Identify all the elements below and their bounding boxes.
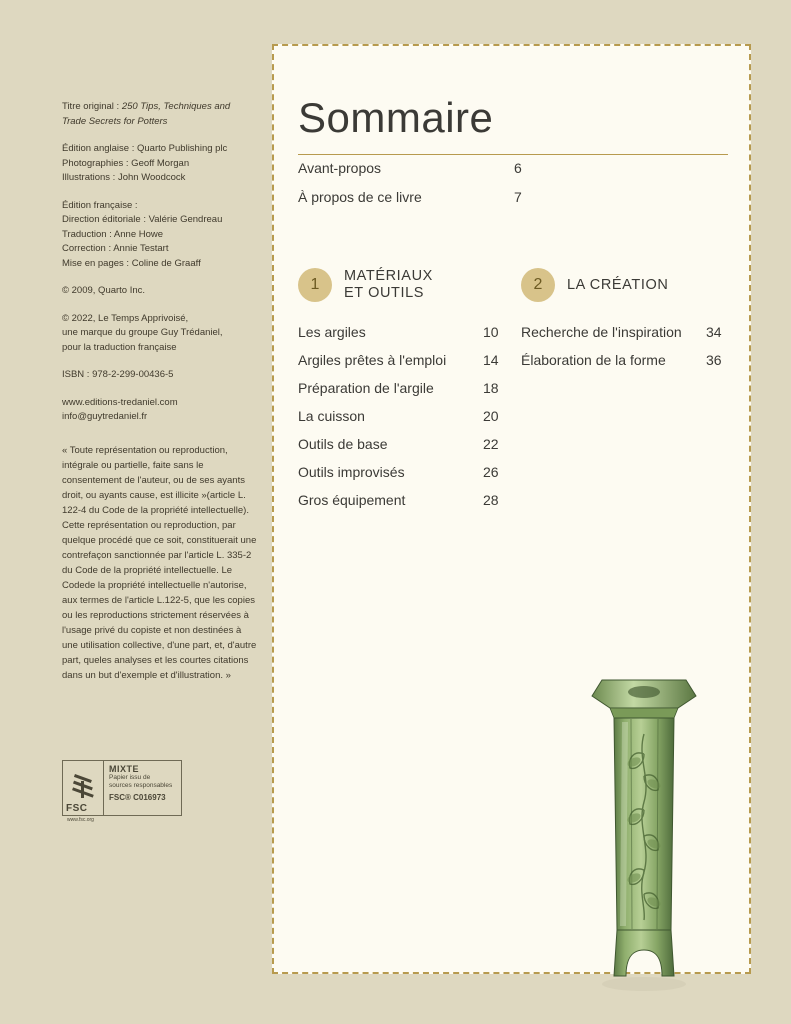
toc-entry-label: À propos de ce livre — [298, 189, 422, 205]
section-number-badge: 2 — [521, 268, 555, 302]
section-title — [344, 268, 433, 302]
toc-entry-label: Outils de base — [298, 436, 388, 452]
colophon-line: une marque du groupe Guy Trédaniel, — [62, 327, 223, 338]
toc-entry-label: Élaboration de la forme — [521, 352, 666, 368]
colophon-column — [62, 100, 257, 683]
fsc-description-line1: Papier issu de — [109, 774, 151, 781]
colophon-line: Titre original : 250 Tips, Techniques and — [62, 101, 231, 112]
toc-entry-page: 34 — [706, 324, 722, 340]
toc-entry-label: Outils improvisés — [298, 464, 405, 480]
colophon-block-french-edition — [62, 199, 257, 272]
section-toc-list — [521, 324, 736, 368]
publisher-website[interactable]: www.editions-tredaniel.com — [62, 396, 178, 408]
colophon-block-copyright-original — [62, 284, 257, 299]
toc-entry[interactable] — [298, 464, 513, 480]
toc-entry-label: Préparation de l'argile — [298, 380, 434, 396]
section-la-creation — [521, 268, 736, 380]
colophon-line: Traduction : Anne Howe — [62, 228, 164, 240]
toc-entry-page: 36 — [706, 352, 722, 368]
colophon-line: Édition française : — [62, 199, 138, 211]
section-number-badge: 1 — [298, 268, 332, 302]
toc-entry[interactable] — [298, 324, 513, 340]
colophon-block-copyright-french — [62, 312, 257, 356]
toc-entry-page: 28 — [483, 492, 499, 508]
colophon-line: Trade Secrets for Potters — [62, 115, 168, 127]
toc-entry-page: 26 — [483, 464, 499, 480]
toc-entry-page: 7 — [514, 189, 522, 205]
fsc-text — [104, 761, 181, 815]
publisher-email[interactable]: info@guytredaniel.fr — [62, 411, 148, 422]
toc-entry-label: Avant-propos — [298, 160, 382, 176]
fsc-code: FSC® C016973 — [109, 793, 166, 802]
colophon-line: Mise en pages : Coline de Graaff — [62, 257, 201, 269]
colophon-line: Correction : Annie Testart — [62, 243, 169, 254]
colophon-line: Édition anglaise : Quarto Publishing plc — [62, 143, 228, 154]
section-title-line2: ET OUTILS — [344, 285, 425, 301]
toc-entry-label: Recherche de l'inspiration — [521, 324, 682, 340]
colophon-block-isbn — [62, 368, 257, 383]
page-title: Sommaire — [298, 94, 494, 141]
toc-entry-label: Gros équipement — [298, 492, 406, 508]
toc-entry[interactable] — [298, 189, 548, 205]
colophon-line: pour la traduction française — [62, 341, 177, 353]
section-materiaux-et-outils — [298, 268, 513, 520]
tree-icon — [70, 771, 96, 805]
colophon-block-contact — [62, 396, 257, 425]
toc-entry[interactable] — [298, 408, 513, 424]
section-title-line1: MATÉRIAUX — [344, 268, 433, 284]
toc-entry-label: La cuisson — [298, 408, 365, 424]
toc-entry[interactable] — [298, 352, 513, 368]
fsc-tree-icon — [63, 761, 104, 815]
legal-notice: « Toute représentation ou reproduction, intégrale ou partielle, faite sans le consentement de l'auteur, ou de ses ayants droit, ou ayants cause, est illicite »(article L. 122-4 du Code de la propriété intellectuelle). Cette représentation ou reproduction, par quelque procédé que ce soit, constituerait une contrefaçon sanctionnée par l'article L. 335-2 du Code de la propriété intellectuelle. Le Codede la propriété intellectuelle n'autorise, aux termes de l'article L.122-5, que les copies ou les reproductions strictement réservées à l'usage privé du copiste et non destinées à une utilisation collective, d'une part, et, d'autre part, queles analyses et les courtes citations dans un but d'exemple et d'illustration. » — [62, 444, 257, 681]
colophon-line: Photographies : Geoff Morgan — [62, 157, 190, 169]
toc-entry-label: Les argiles — [298, 324, 366, 340]
colophon-block-english-edition — [62, 142, 257, 186]
toc-entry-page: 10 — [483, 324, 499, 340]
fsc-abbr: FSC — [66, 803, 88, 814]
toc-entry[interactable] — [298, 492, 513, 508]
fsc-mixte-label: MIXTE — [109, 764, 140, 774]
colophon-line: © 2022, Le Temps Apprivoisé, — [62, 312, 189, 324]
fsc-logo — [62, 760, 182, 823]
section-title-line1: LA CRÉATION — [567, 276, 669, 293]
colophon-line: Illustrations : John Woodcock — [62, 172, 186, 183]
section-header — [298, 268, 513, 302]
toc-entry-page: 22 — [483, 436, 499, 452]
fsc-url: www.fsc.org — [67, 817, 94, 823]
toc-entry[interactable] — [298, 380, 513, 396]
colophon-line: © 2009, Quarto Inc. — [62, 285, 146, 296]
section-toc-list — [298, 324, 513, 508]
toc-entry-page: 14 — [483, 352, 499, 368]
toc-entry[interactable] — [298, 160, 548, 176]
toc-entry-page: 20 — [483, 408, 499, 424]
front-matter-list — [298, 160, 548, 218]
section-header — [521, 268, 736, 302]
title-divider — [298, 154, 728, 155]
colophon-block-original-title — [62, 100, 257, 129]
toc-entry-page: 6 — [514, 160, 522, 176]
toc-entry-page: 18 — [483, 380, 499, 396]
colophon-line: Direction éditoriale : Valérie Gendreau — [62, 214, 223, 225]
fsc-description-line2: sources responsables — [109, 782, 173, 789]
green-square-vase — [574, 658, 714, 998]
section-title — [567, 277, 668, 294]
toc-entry[interactable] — [521, 324, 736, 340]
original-title: 250 Tips, Techniques and — [121, 101, 231, 112]
content-panel — [272, 44, 751, 974]
toc-entry[interactable] — [298, 436, 513, 452]
isbn-line: ISBN : 978-2-299-00436-5 — [62, 369, 174, 380]
toc-entry[interactable] — [521, 352, 736, 368]
toc-entry-label: Argiles prêtes à l'emploi — [298, 352, 447, 368]
